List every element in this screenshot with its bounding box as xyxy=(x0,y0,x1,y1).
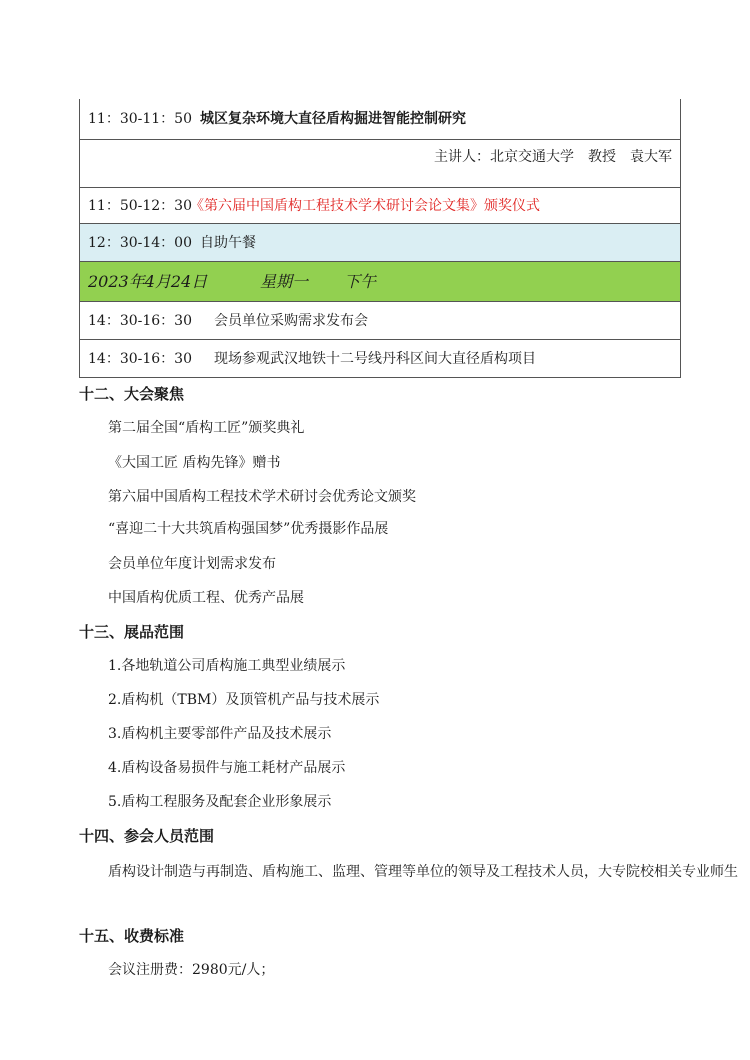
session-time: 12：30-14：00 xyxy=(88,234,192,251)
table-row xyxy=(80,99,680,187)
day-weekday: 星期一 xyxy=(260,271,309,291)
section-heading: 十五、收费标准 xyxy=(79,927,185,945)
session-speaker: 主讲人：北京交通大学 教授 袁大军 xyxy=(434,149,672,165)
session-time: 11：50-12：30 xyxy=(88,197,192,214)
list-item: 1.各地轨道公司盾构施工典型业绩展示 xyxy=(108,658,346,674)
section-heading: 十四、参会人员范围 xyxy=(79,827,215,845)
list-item: 3.盾构机主要零部件产品及技术展示 xyxy=(108,726,332,742)
session-topic: 现场参观武汉地铁十二号线丹科区间大直径盾构项目 xyxy=(214,350,536,367)
session-time: 11：30-11：50 xyxy=(88,111,192,127)
session-time: 14：30-16：30 xyxy=(88,312,192,329)
list-item: 5.盾构工程服务及配套企业形象展示 xyxy=(108,794,332,810)
session-topic: 会员单位采购需求发布会 xyxy=(214,312,368,329)
paragraph: 会议注册费：2980元/人； xyxy=(108,962,275,978)
day-header-row xyxy=(80,261,680,301)
table-row xyxy=(80,339,680,377)
table-row xyxy=(80,223,680,261)
paragraph: 盾构设计制造与再制造、盾构施工、监理、管理等单位的领导及工程技术人员，大专院校相关专业师生 xyxy=(108,864,738,880)
award-ceremony-topic: 《第六届中国盾构工程技术学术研讨会论文集》颁奖仪式 xyxy=(190,197,540,214)
list-item: 第六届中国盾构工程技术学术研讨会优秀论文颁奖 xyxy=(108,489,416,505)
list-item: 《大国工匠 盾构先锋》赠书 xyxy=(108,455,281,471)
section-heading: 十三、展品范围 xyxy=(79,623,185,641)
day-date: 2023年4月24日 xyxy=(88,271,208,291)
session-topic: 城区复杂环境大直径盾构掘进智能控制研究 xyxy=(200,111,466,127)
list-item: “喜迎二十大共筑盾构强国梦”优秀摄影作品展 xyxy=(108,521,389,537)
schedule-table xyxy=(79,99,681,378)
session-time: 14：30-16：30 xyxy=(88,350,192,367)
section-heading: 十二、大会聚焦 xyxy=(79,385,185,403)
session-topic: 自助午餐 xyxy=(200,234,256,251)
table-row xyxy=(80,187,680,223)
list-item: 中国盾构优质工程、优秀产品展 xyxy=(108,590,304,606)
list-item: 会员单位年度计划需求发布 xyxy=(108,556,276,572)
day-half: 下午 xyxy=(344,271,377,291)
list-item: 第二届全国“盾构工匠”颁奖典礼 xyxy=(108,420,305,436)
table-row xyxy=(80,301,680,339)
list-item: 4.盾构设备易损件与施工耗材产品展示 xyxy=(108,760,346,776)
row-divider xyxy=(80,139,680,140)
list-item: 2.盾构机（TBM）及顶管机产品与技术展示 xyxy=(108,692,380,708)
